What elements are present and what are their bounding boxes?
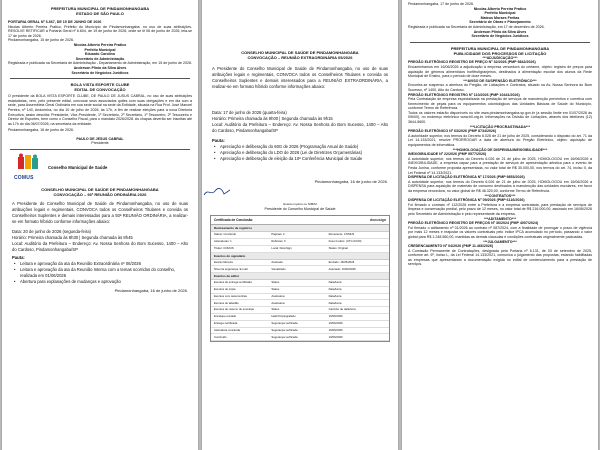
right-s3-body: Pela Contratação de empresa especializada na prestação de serviços de manutenção preventiva e corretiva com fornecimento de peças para os equipamentos odontológicos das Unidades Básicas de Saúde do Município, conforme Termo de Referência. bbox=[408, 97, 592, 111]
list-item: • Apreciação e deliberação do LDO de 2026 (Lei de Diretrizes Orçamentárias) bbox=[220, 150, 388, 156]
divider bbox=[10, 78, 190, 79]
table-cell: Entrega certificada bbox=[214, 320, 238, 325]
right-s6-head: ***HOMOLOGAÇÃO DE DISPENSA/INEXIGIBILIDADE*** bbox=[452, 147, 548, 152]
right-s2-body: Encontra-se suspenso a abertura do Pregão, de Licitações e Contratos, situado na Av. Nossa Senhora do Bom Sucesso, nº 1400, Alto do Cardoso. bbox=[408, 83, 592, 92]
right-s2-head: ***AVISO DE SUSPENSÃO ELETRÔNICO*** bbox=[463, 78, 537, 83]
table-cell: Hash/Criptografado bbox=[271, 314, 296, 319]
table-cell: Remetente: COMUS bbox=[328, 232, 355, 237]
docusign-rows bbox=[211, 225, 389, 341]
table-cell: Nível de segurança: E-mail bbox=[214, 266, 248, 271]
comus-logo bbox=[12, 153, 198, 187]
docusign-logo: docusign bbox=[370, 218, 386, 223]
list-item: • Leitura e aprovação da ata da Reunião Interna com a temas ocorridos do conselho, realizada em 01/06/2026 bbox=[20, 267, 188, 279]
right-s3-head: PREGÃO ELETRÔNICO REGISTRO Nº 110/2026 (PMP 10441/2026) bbox=[408, 92, 520, 97]
mid-notice-hora: Horário: Primeira chamada às 9h00 | Segunda chamada às 9h15 bbox=[212, 116, 333, 121]
table-row bbox=[211, 294, 389, 301]
table-row bbox=[211, 300, 389, 307]
signature-mark bbox=[202, 187, 232, 197]
right-top-footer: Registrada e publicada na Secretaria de Administração, em 17 de dezembro de 2026. bbox=[408, 24, 545, 29]
table-cell: Enviado: 16/06/2026 bbox=[328, 259, 355, 264]
list-item: • Abertura para explanações de mudanças e aprovação bbox=[20, 279, 188, 285]
docusign-section-header: Rastreamento de registros bbox=[211, 225, 389, 232]
mid-notice-date: Pindamonhangaba, 16 de junho de 2026. bbox=[314, 179, 388, 184]
table-cell: Assinado: 16/06/2026 bbox=[328, 266, 356, 271]
table-cell: Eventos de cópia bbox=[214, 287, 236, 292]
left-notice1-role3: Secretário de Negócios Jurídicos bbox=[71, 70, 129, 75]
divider bbox=[410, 42, 590, 43]
table-row bbox=[211, 287, 389, 294]
right-s1-body: Encaminhamos em 16/06/2026 a adjudicação à empresa vencedora do certame, objeto: registro de preços para aquisição de gêneros alimentícios hortifrutigranjeiros, destinados à alimentação escolar dos alunos da Rede Municipal de Ensino, para o período de doze meses. bbox=[408, 64, 592, 79]
table-cell: Titular: COMUS bbox=[214, 245, 234, 250]
table-cell: Assinatura concluída bbox=[214, 327, 240, 332]
right-top-role2: Secretário de Obras e Planejamento bbox=[469, 20, 531, 25]
table-row bbox=[211, 280, 389, 287]
docusign-certificate bbox=[210, 215, 390, 342]
left-notice1-body: Nicolas Alberto Pereira Pratico, Prefeito do Município de Pindamonhangaba, no uso de suas atribuições, RESOLVE RETIFICAR a Portaria Geral nº 6.604, de 19 de junho de 2026, onde se lê 06 de junho de 2026, leia-se 17 de junho de 2026. bbox=[8, 24, 192, 38]
right-s9-head: ***ADITAMENTO*** bbox=[483, 216, 516, 221]
table-cell: Assinatura bbox=[271, 293, 285, 298]
docusign-title: Certificado de Conclusão bbox=[214, 218, 253, 223]
right-subtitle: PUBLICIDADE DOS PROCESSOS DE LICITAÇÃO bbox=[453, 50, 547, 56]
left-notice3-title: CONSELHO MUNICIPAL DE SAÚDE DE PINDAMONHANGABA bbox=[41, 187, 159, 193]
right-s7-head: DISPENSA DE LICITAÇÃO ELETRÔNICA Nº 17/2026 (PMP 9853/2026) bbox=[408, 175, 525, 180]
table-cell: Concluído bbox=[214, 334, 227, 339]
table-cell: Envelope enviado bbox=[214, 314, 237, 319]
right-s5-head: ***LICITAÇÃO PROCRASTINADA*** bbox=[469, 124, 531, 129]
table-cell: 16/06/2026 bbox=[328, 327, 343, 332]
divider bbox=[10, 149, 190, 150]
table-row bbox=[211, 321, 389, 328]
left-page-column[interactable] bbox=[2, 0, 198, 450]
table-cell: Assinaturas: 1 bbox=[214, 239, 232, 244]
table-row bbox=[211, 266, 389, 273]
left-notice1-portaria: PORTARIA GERAL Nº 6.667, DE 15 DE JUNHO DE 2026 bbox=[8, 20, 102, 24]
table-cell: Status bbox=[271, 307, 280, 312]
right-s10-sub: CREDENCIAMENTO Nº 04/2026 (PMP 11.466/2026) bbox=[408, 244, 494, 249]
table-cell: Carimbo de data/hora bbox=[328, 307, 356, 312]
table-cell: 16/06/2026 bbox=[328, 334, 343, 339]
table-cell: Data/Hora bbox=[328, 300, 342, 305]
right-s10-head: ***JULGAMENTO*** bbox=[483, 239, 517, 244]
left-notice2-role: Presidente bbox=[91, 141, 109, 146]
right-s9-sub: PREGÃO ELETRÔNICO REGISTRO DE PREÇOS Nº 36/2024 (PMP 4007/2024) bbox=[408, 221, 539, 226]
table-row bbox=[211, 328, 389, 335]
comus-logo-title: Conselho Municipal de Saúde bbox=[48, 165, 108, 171]
docusign-header bbox=[211, 216, 389, 225]
table-cell: Local: DocuSign bbox=[271, 245, 292, 250]
left-notice3-pauta: Pauta: bbox=[12, 255, 25, 261]
left-notice1-date: Pindamonhangaba, 15 de junho de 2026. bbox=[8, 38, 74, 43]
table-cell: Páginas: 2 bbox=[271, 232, 285, 237]
left-notice3-data: Data: 20 de junho de 2026 (segunda-feira) bbox=[12, 229, 91, 235]
right-top-role3: Secretário de Negócios Jurídicos bbox=[471, 34, 529, 39]
table-row bbox=[211, 314, 389, 321]
table-cell: Eventos com testemunhas bbox=[214, 293, 247, 298]
right-page-column[interactable] bbox=[402, 0, 598, 450]
left-notice1-footer: Registrada e publicada na Secretaria de Administração - Departamento de Administração, em 15 de junho de 2026. bbox=[8, 61, 192, 66]
right-s10-body: A Comissão Permanente de Contratações, designada pela Portaria nº 6.131, de 03 de setembro de 2025, conforme art. 6º, inciso L, da Lei Federal 14.133/2021, comunica o julgamento das propostas, estando habilitadas as empresas que apresentaram a documentação exigida no edital de credenciamento para a prestação de serviços. bbox=[408, 248, 592, 267]
table-cell: Assinado bbox=[271, 259, 283, 264]
comus-logo-word: COMUS bbox=[14, 175, 34, 182]
right-top-signer2: Mateus Moraes Freitas bbox=[480, 15, 520, 20]
mid-notice-local: Local: Auditório da Prefeitura – Endereço: Av. Nossa Senhora do Bom Sucesso, 1400 – Alto do Cardoso, Pindamonhangaba/SP bbox=[212, 122, 388, 133]
table-cell: Eventos de entrega certificada bbox=[214, 280, 252, 285]
left-notice1-role1: Prefeito Municipal bbox=[84, 47, 116, 52]
right-s8-sub: DISPENSA DE LICITAÇÃO ELETRÔNICA Nº 09/2026 (PMP 6116/2026) bbox=[408, 198, 525, 203]
right-title: PREFEITURA MUNICIPAL DE PINDAMONHANGABA bbox=[450, 45, 550, 51]
left-notice2-body: O presidente da BOLA VISTA ESPORTE CLUBE, DE PAULO DE JUSUS CABRAL, no uso de suas atribuições estatutárias, vem, pelo presente edital, convocar seus associados quites com suas obrigações e em dia com a sede, para Assembleia Geral Ordinária em sua sede social na sede da Entidade, situada na Rua Prof. José Manoel Pereira, nº 140, Andorinha, no dia 10 de julho de 2026, às 17h, a fim de realizar eleições para a nova Diretoria Executiva, assim descrita: Presidente, Vice-Presidente, 1º Secretário, 2º Secretário, 1º Tesoureiro, 2º Tesoureiro e Diretor de Esportes, bem como o Conselho Fiscal, para o mandato 2026/2028. As chapas deverão ser inscritas até as 17h do dia 06/07/2026, na secretaria da entidade. bbox=[8, 94, 192, 126]
table-row bbox=[211, 239, 389, 246]
left-notice1-signer1: Nicolas Alberto Pereira Pratico bbox=[73, 42, 127, 47]
table-cell: Eventos do tabelião bbox=[214, 300, 239, 305]
left-notice1-title: PREFEITURA MUNICIPAL DE PINDAMONHANGABA bbox=[50, 6, 150, 11]
list-item: • Apreciação e deliberação do 60G de 2026 (Programação Anual de Saúde) bbox=[220, 144, 388, 150]
table-cell: Status: Original bbox=[328, 245, 348, 250]
right-s4-body: Todos os valores estarão disponíveis no site www.pindamonhangaba.sp.gov.br (a sessão limite em 01/07/2026 às 09h00), no endereço eletrônico www.bll.org.br. Informações na Divisão de Licitações, através dos telefones (12) 3644-5600. bbox=[408, 110, 592, 125]
right-s5-body: A autoridade superior, nos termos do Decreto 6.026 de 21 de julho de 2025, considerando o disposto do art. 71 da Lei 14.133/2021, resolve PRORROGAR a data de abertura do Pregão Eletrônico, objeto: aquisição de equipamentos de informática. bbox=[408, 133, 592, 148]
table-cell: Fuso horário: (UTC-03:00) bbox=[328, 239, 362, 244]
mid-signature-caption: Evanio myarro ou NIMIM bbox=[283, 202, 317, 206]
table-cell: Assinatura bbox=[271, 300, 285, 305]
right-top-signer1: Nicolas Alberto Pereira Pratico bbox=[473, 6, 527, 11]
middle-page-column[interactable] bbox=[202, 0, 398, 450]
table-cell: Eventos de resumo do envelope bbox=[214, 307, 255, 312]
left-notice3-subtitle: CONVOCAÇÃO – 93ª REUNIÃO ORDINÁRIA 2026 bbox=[53, 192, 147, 198]
left-notice2-signer: PAULO DE JESUS CABRAL bbox=[76, 136, 124, 141]
list-item: • Apreciação e deliberação de eleição da 10ª Conferência Municipal de Saúde bbox=[220, 156, 388, 162]
table-cell: 16/06/2026 bbox=[328, 314, 343, 319]
left-notice1-signer2: Eduardo Carolino bbox=[84, 52, 116, 57]
docusign-section-header: Eventos do signatário bbox=[211, 253, 389, 260]
table-row bbox=[211, 246, 389, 253]
right-s8-body: Foi firmado o contrato nº 112/2026 entre a Prefeitura e a empresa contratada, para prestação de serviços de limpeza e conservação predial, pelo prazo de 12 meses, no valor total de R$ 216.000,00, assinado em 16/06/2026 pelo Secretário de Administração e pelo representante da empresa. bbox=[408, 202, 592, 216]
left-notice3-body: A Presidente do Conselho Municipal de Saúde de Pindamonhangaba, no uso de suas atribuições legais e regimentais, CONVOCA todos os Conselheiros Titulares e convida os Conselheiros Suplentes e demais interessados para a 93ª REUNIÃO ORDINÁRIA, a realizar-se em formato híbrido conforme informações abaixo: bbox=[12, 201, 188, 225]
right-adjudicacao: ***ADJUDICAÇÃO*** bbox=[482, 55, 518, 60]
left-notice2-date: Pindamonhangaba, 16 de junho de 2026. bbox=[8, 128, 74, 133]
right-s1-head: PREGÃO ELETRÔNICO REGISTRO DE PREÇO Nº 32/2026 (PMP 9842/2026) bbox=[408, 60, 536, 65]
mid-signature-role: Presidente do Conselho Municipal de Saúde bbox=[264, 206, 336, 211]
table-row bbox=[211, 260, 389, 267]
left-notice2-subtitle: EDITAL DE CONVOCAÇÃO bbox=[74, 87, 126, 93]
right-top-date: Pindamonhangaba, 17 de junho de 2026. bbox=[408, 2, 474, 6]
table-cell: Data/Hora bbox=[328, 293, 342, 298]
table-row bbox=[211, 232, 389, 239]
right-s9-body: Foi firmado o aditamento nº 01/2026 ao contrato nº 087/2024, com a finalidade de prorrogar o prazo de vigência por mais 12 meses e reajustar os valores contratuais pelo índice IPCA acumulado no período, passando o valor global para R$ 1.248.560,00, mantidas as demais cláusulas e condições contratuais originalmente pactuadas. bbox=[408, 225, 592, 239]
left-notice1-role2: Secretário de Administração bbox=[75, 56, 125, 61]
list-item: • Leitura e aprovação da ata da Reunião Extraordinária nº 06/2026 bbox=[20, 261, 188, 267]
table-cell: Visualizado bbox=[271, 266, 286, 271]
right-top-signer3: Anderson Plinio da Silva Alves bbox=[473, 29, 527, 34]
table-cell: Data/Hora bbox=[328, 280, 342, 285]
table-cell: Status: Concluído bbox=[214, 232, 237, 237]
right-s6-body: A autoridade superior, nos termos do Decreto 6.026 de 21 de julho de 2025, HOMOLOGOU em 16/06/2026 a INEXIGIBILIDADE, a empresa capaz para a prestação de serviços de apresentação artística para o evento de Festa Junina, conforme proposta apresentada, no valor total de R$ 30.000,00, nos termos do art. 74, inciso II, da Lei Federal nº 14.133/2021. bbox=[408, 156, 592, 175]
table-cell: 16/06/2026 bbox=[328, 320, 343, 325]
left-notice1-subtitle: ESTADO DE SÃO PAULO bbox=[76, 11, 124, 16]
mid-notice-title: CONSELHO MUNICIPAL DE SAÚDE DE PINDAMONHANGABA bbox=[241, 50, 359, 55]
left-notice3-date: Pindamonhangaba, 16 de junho de 2026. bbox=[114, 288, 188, 294]
left-notice2-title: BOLA VISTA ESPORTE CLUBE bbox=[70, 82, 130, 88]
right-s8-head: ***CONTRATOS*** bbox=[484, 193, 516, 198]
table-cell: Data/Hora bbox=[328, 287, 342, 292]
left-notice1-signer3: Anderson Plinio da Silva Alves bbox=[73, 65, 127, 70]
table-row bbox=[211, 334, 389, 341]
right-top-role1: Prefeito Municipal bbox=[484, 11, 516, 16]
table-cell: Segurança verificada bbox=[271, 327, 298, 332]
table-cell: Status bbox=[271, 280, 280, 285]
table-cell: Segurança verificada bbox=[271, 320, 298, 325]
mid-notice-data: Data: 17 de junho de 2026 (quarta-feira) bbox=[212, 110, 287, 115]
docusign-section-header: Eventos de editor bbox=[211, 273, 389, 280]
mid-notice-subtitle: CONVOCAÇÃO – REUNIÃO EXTRAORDINÁRIA 05/2026 bbox=[247, 55, 353, 60]
mid-notice-body: A Presidente do Conselho Municipal de Saúde de Pindamonhangaba, no uso de suas atribuições legais e regimentais, CONVOCA todos os Conselheiros Titulares e convida os Conselheiros Suplentes e demais interessados para a REUNIÃO EXTRAORDINÁRIA, a realizar-se em formato híbrido conforme informações abaixo: bbox=[212, 66, 388, 89]
right-s5-sub: PREGÃO ELETRÔNICO Nº 63/2026 (PMP 8734/2026) bbox=[408, 129, 497, 134]
left-notice3-local: Local: Auditório da Prefeitura – Endereço: Av. Nossa Senhora do Bom Sucesso, 1400 – Alto do Cardoso, Pindamonhangaba/SP bbox=[12, 241, 188, 253]
left-notice3-hora: Horário: Primeira chamada às 8h30 | Segunda chamada às 8h45 bbox=[12, 235, 133, 241]
mid-notice-pauta: Pauta: bbox=[212, 138, 225, 143]
table-row bbox=[211, 307, 389, 314]
table-cell: Segurança verificada bbox=[271, 334, 298, 339]
table-cell: Status bbox=[271, 287, 280, 292]
table-cell: Evanio Moreira bbox=[214, 259, 233, 264]
table-cell: Rubricas: 0 bbox=[271, 239, 286, 244]
right-s7-body: A autoridade superior, nos termos do Decreto 6.026 de 21 de julho de 2025, HOMOLOGOU em 16/06/2026 a DISPENSA para aquisição de materiais de consumo destinados à manutenção das unidades escolares, em favor da empresa vencedora, no valor global de R$ 48.320,00, conforme Termo de Referência. bbox=[408, 179, 592, 193]
right-s6-sub: INEXIGIBILIDADE Nº 22/2026 (PMP 9577/2026) bbox=[408, 152, 487, 157]
